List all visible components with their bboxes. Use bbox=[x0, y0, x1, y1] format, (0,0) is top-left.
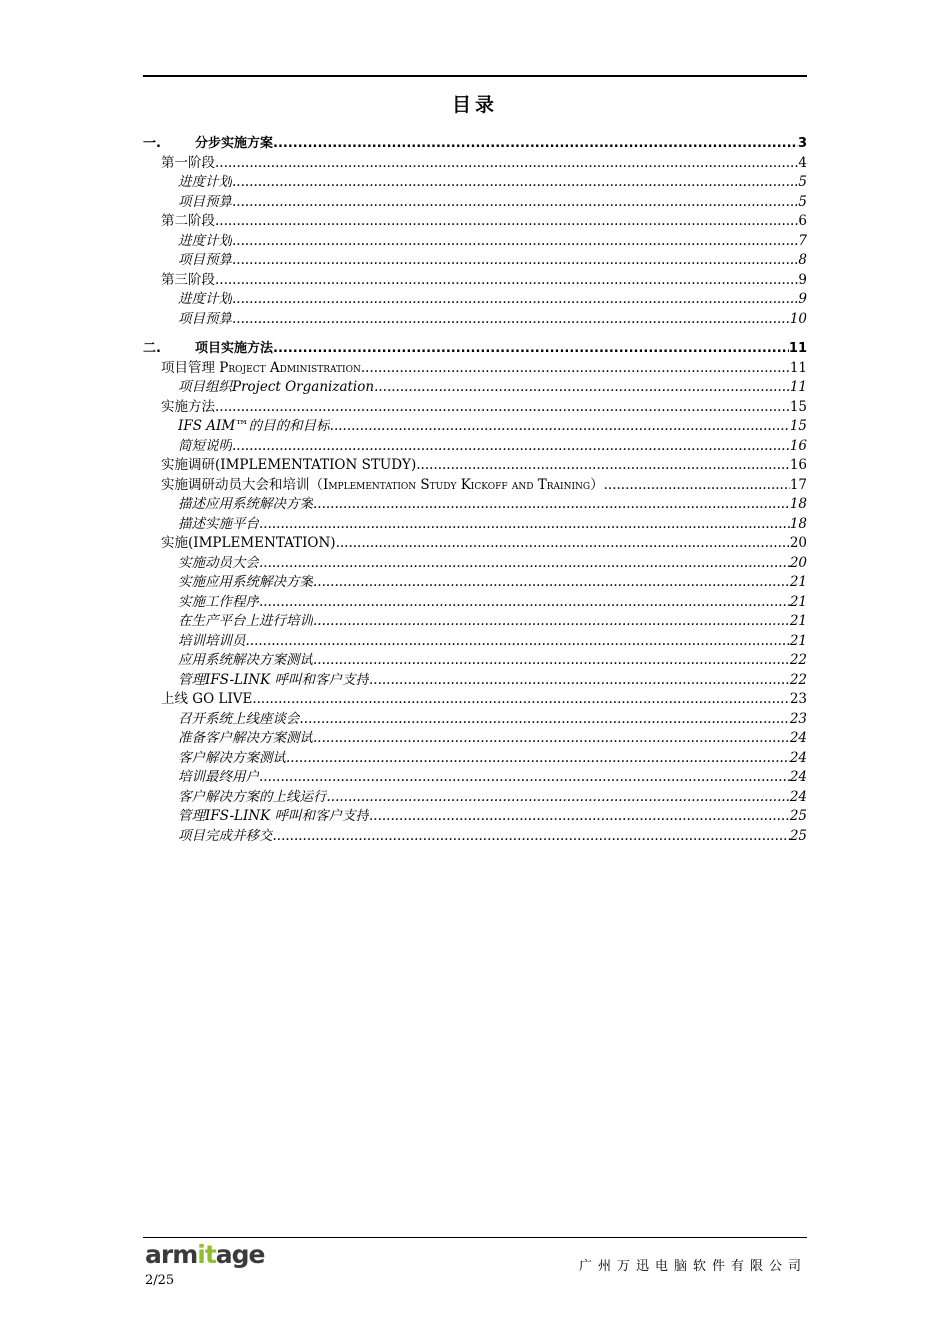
table-of-contents bbox=[143, 134, 807, 846]
toc-entry-label-group bbox=[178, 671, 369, 691]
toc-page-number: 25 bbox=[789, 827, 807, 844]
toc-leader-dots bbox=[215, 398, 790, 418]
toc-leader-dots bbox=[313, 651, 790, 671]
toc-subsection-entry[interactable] bbox=[143, 729, 807, 749]
toc-chapter-entry[interactable] bbox=[143, 339, 807, 359]
toc-chapter-number: 二. bbox=[143, 341, 161, 356]
toc-entry-label-group bbox=[178, 310, 232, 330]
toc-section-entry[interactable] bbox=[143, 271, 807, 291]
toc-page-number: 16 bbox=[789, 437, 807, 454]
toc-subsection-entry[interactable] bbox=[143, 632, 807, 652]
toc-entry-label: 第一阶段 bbox=[161, 154, 215, 171]
footer-rule bbox=[143, 1237, 807, 1238]
toc-leader-dots bbox=[252, 690, 789, 710]
toc-entry-label-group bbox=[178, 515, 259, 535]
toc-section-entry[interactable] bbox=[143, 534, 807, 554]
toc-leader-dots bbox=[232, 437, 790, 457]
toc-entry-label-group bbox=[143, 134, 273, 154]
toc-entry-label-group bbox=[178, 612, 313, 632]
toc-leader-dots bbox=[232, 310, 790, 330]
toc-entry-label-group bbox=[161, 359, 361, 379]
toc-entry-label: 项目完成并移交 bbox=[178, 827, 273, 844]
armitage-logo: armitage bbox=[145, 1240, 265, 1269]
page-number: 2/25 bbox=[145, 1273, 175, 1288]
toc-entry-label-group bbox=[161, 534, 336, 554]
toc-page-number: 11 bbox=[789, 359, 807, 376]
toc-page-number: 8 bbox=[798, 252, 807, 268]
toc-leader-dots bbox=[232, 173, 798, 193]
toc-entry-label: 项目预算 bbox=[178, 193, 232, 210]
toc-subsection-entry[interactable] bbox=[143, 593, 807, 613]
toc-page-number: 16 bbox=[789, 457, 807, 473]
toc-entry-label: 管理IFS-LINK 呼叫和客户支持 bbox=[178, 808, 369, 824]
toc-entry-label: 实施调研动员大会和培训（Implementation Study Kickoff and Training） bbox=[161, 476, 604, 493]
toc-leader-dots bbox=[259, 554, 790, 574]
toc-entry-label-group bbox=[178, 827, 273, 847]
toc-entry-label: 分步实施方案 bbox=[195, 136, 274, 151]
toc-page-number: 15 bbox=[789, 418, 807, 434]
toc-section-entry[interactable] bbox=[143, 476, 807, 496]
toc-subsection-entry[interactable] bbox=[143, 193, 807, 213]
toc-entry-label-group bbox=[178, 632, 246, 652]
toc-page-number: 5 bbox=[798, 193, 807, 210]
toc-entry-label: 实施调研(IMPLEMENTATION STUDY) bbox=[161, 457, 417, 473]
toc-entry-label-group bbox=[178, 573, 313, 593]
toc-subsection-entry[interactable] bbox=[143, 232, 807, 252]
toc-subsection-entry[interactable] bbox=[143, 807, 807, 827]
toc-leader-dots bbox=[259, 768, 790, 788]
toc-subsection-entry[interactable] bbox=[143, 251, 807, 271]
toc-leader-dots bbox=[215, 271, 798, 291]
toc-subsection-entry[interactable] bbox=[143, 768, 807, 788]
toc-subsection-entry[interactable] bbox=[143, 515, 807, 535]
company-name: 广州万迅电脑软件有限公司 bbox=[578, 1259, 807, 1274]
toc-leader-dots bbox=[273, 339, 789, 359]
toc-leader-dots bbox=[259, 515, 790, 535]
toc-entry-label: 进度计划 bbox=[178, 232, 232, 249]
toc-page-number: 24 bbox=[789, 749, 807, 766]
toc-entry-label: 实施应用系统解决方案 bbox=[178, 574, 313, 590]
toc-leader-dots bbox=[313, 495, 790, 515]
toc-entry-label-group bbox=[178, 788, 327, 808]
toc-section-entry[interactable] bbox=[143, 398, 807, 418]
toc-section-entry[interactable] bbox=[143, 154, 807, 174]
toc-entry-label: 实施方法 bbox=[161, 398, 215, 415]
toc-page-number: 15 bbox=[789, 398, 807, 415]
toc-entry-label: 客户解决方案的上线运行 bbox=[178, 788, 327, 805]
toc-leader-dots bbox=[313, 573, 790, 593]
toc-leader-dots bbox=[369, 671, 790, 691]
toc-leader-dots bbox=[232, 232, 798, 252]
toc-subsection-entry[interactable] bbox=[143, 788, 807, 808]
toc-entry-label: 第二阶段 bbox=[161, 213, 215, 229]
toc-entry-label: 管理IFS-LINK 呼叫和客户支持 bbox=[178, 671, 369, 688]
toc-entry-label-group bbox=[178, 807, 369, 827]
toc-entry-label-group bbox=[178, 290, 232, 310]
toc-page-number: 3 bbox=[797, 136, 807, 151]
toc-entry-label: 实施工作程序 bbox=[178, 593, 259, 610]
toc-leader-dots bbox=[300, 710, 790, 730]
toc-subsection-entry[interactable] bbox=[143, 554, 807, 574]
toc-subsection-entry[interactable] bbox=[143, 290, 807, 310]
toc-entry-label: 项目实施方法 bbox=[195, 341, 274, 356]
toc-entry-label-group bbox=[178, 710, 300, 730]
toc-entry-label: 项目组织Project Organization bbox=[178, 379, 375, 395]
toc-section-entry[interactable] bbox=[143, 690, 807, 710]
toc-subsection-entry[interactable] bbox=[143, 749, 807, 769]
toc-leader-dots bbox=[369, 807, 790, 827]
toc-entry-label-group bbox=[178, 173, 232, 193]
toc-entry-label-group bbox=[161, 271, 215, 291]
toc-entry-label: 上线 GO LIVE bbox=[161, 691, 253, 707]
toc-page-number: 24 bbox=[789, 730, 807, 746]
toc-page-number: 9 bbox=[798, 291, 807, 307]
toc-page-number: 23 bbox=[789, 710, 807, 727]
toc-title: 目录 bbox=[451, 94, 498, 116]
toc-entry-label-group bbox=[178, 437, 232, 457]
toc-entry-label: 描述应用系统解决方案 bbox=[178, 496, 313, 512]
toc-page-number: 7 bbox=[798, 232, 807, 249]
toc-subsection-entry[interactable] bbox=[143, 827, 807, 847]
toc-page-number: 22 bbox=[789, 671, 807, 688]
toc-entry-label-group bbox=[178, 651, 313, 671]
toc-section-gap bbox=[143, 329, 807, 339]
toc-page-number: 25 bbox=[789, 808, 807, 824]
toc-section-entry[interactable] bbox=[143, 359, 807, 379]
toc-entry-label: 描述实施平台 bbox=[178, 515, 259, 532]
toc-page-number: 21 bbox=[789, 613, 807, 629]
toc-leader-dots bbox=[259, 593, 790, 613]
toc-entry-label-group bbox=[178, 729, 313, 749]
toc-page-number: 10 bbox=[789, 310, 807, 327]
toc-entry-label-group bbox=[178, 768, 259, 788]
toc-entry-label: 项目预算 bbox=[178, 310, 232, 327]
toc-entry-label: 培训培训员 bbox=[178, 632, 246, 649]
toc-entry-label: 项目管理 Project Administration bbox=[161, 359, 361, 376]
toc-leader-dots bbox=[313, 729, 790, 749]
toc-entry-label: 进度计划 bbox=[178, 174, 232, 190]
toc-page-number: 24 bbox=[789, 788, 807, 805]
toc-entry-label: 召开系统上线座谈会 bbox=[178, 710, 300, 727]
toc-page-number: 20 bbox=[789, 535, 807, 551]
toc-leader-dots bbox=[416, 456, 790, 476]
toc-page-number: 20 bbox=[789, 554, 807, 571]
toc-page-number: 21 bbox=[789, 593, 807, 610]
toc-entry-label-group bbox=[161, 456, 416, 476]
toc-page-number: 6 bbox=[798, 213, 807, 229]
toc-subsection-entry[interactable] bbox=[143, 671, 807, 691]
toc-entry-label: 进度计划 bbox=[178, 291, 232, 307]
toc-page-number: 24 bbox=[789, 769, 807, 785]
toc-entry-label: IFS AIM™的目的和目标 bbox=[178, 418, 330, 434]
toc-subsection-entry[interactable] bbox=[143, 573, 807, 593]
toc-subsection-entry[interactable] bbox=[143, 495, 807, 515]
toc-leader-dots bbox=[374, 378, 790, 398]
toc-page-number: 17 bbox=[789, 476, 807, 493]
toc-page-number: 18 bbox=[789, 515, 807, 532]
header-rule bbox=[143, 75, 807, 77]
toc-entry-label-group bbox=[178, 251, 232, 271]
toc-subsection-entry[interactable] bbox=[143, 612, 807, 632]
toc-entry-label-group bbox=[161, 476, 604, 496]
toc-page-number: 22 bbox=[789, 652, 807, 668]
toc-page-number: 11 bbox=[788, 341, 807, 356]
toc-entry-label: 准备客户解决方案测试 bbox=[178, 730, 313, 746]
toc-entry-label: 第三阶段 bbox=[161, 271, 215, 288]
toc-entry-label-group bbox=[178, 232, 232, 252]
toc-subsection-entry[interactable] bbox=[143, 651, 807, 671]
toc-entry-label-group bbox=[161, 690, 252, 710]
toc-entry-label-group bbox=[161, 212, 215, 232]
toc-entry-label-group bbox=[178, 495, 313, 515]
toc-entry-label: 实施(IMPLEMENTATION) bbox=[161, 535, 336, 551]
toc-section-entry[interactable] bbox=[143, 456, 807, 476]
toc-page-number: 5 bbox=[798, 174, 807, 190]
toc-leader-dots bbox=[232, 251, 798, 271]
toc-section-entry[interactable] bbox=[143, 212, 807, 232]
toc-entry-label: 实施动员大会 bbox=[178, 554, 259, 571]
toc-subsection-entry[interactable] bbox=[143, 173, 807, 193]
toc-leader-dots bbox=[215, 154, 798, 174]
toc-subsection-entry[interactable] bbox=[143, 437, 807, 457]
toc-page-number: 23 bbox=[789, 691, 807, 707]
toc-leader-dots bbox=[273, 134, 798, 154]
toc-entry-label-group bbox=[178, 554, 259, 574]
toc-entry-label: 培训最终用户 bbox=[178, 769, 259, 785]
toc-page-number: 18 bbox=[789, 496, 807, 512]
toc-page-number: 21 bbox=[789, 632, 807, 649]
toc-leader-dots bbox=[361, 359, 790, 379]
toc-leader-dots bbox=[273, 827, 790, 847]
toc-leader-dots bbox=[232, 290, 798, 310]
toc-leader-dots bbox=[330, 417, 790, 437]
toc-entry-label: 项目预算 bbox=[178, 252, 232, 268]
toc-entry-label-group bbox=[178, 593, 259, 613]
toc-leader-dots bbox=[604, 476, 790, 496]
toc-chapter-entry[interactable] bbox=[143, 134, 807, 154]
toc-entry-label-group bbox=[178, 193, 232, 213]
toc-entry-label-group bbox=[161, 154, 215, 174]
toc-subsection-entry[interactable] bbox=[143, 378, 807, 398]
toc-leader-dots bbox=[286, 749, 790, 769]
toc-entry-label: 在生产平台上进行培训 bbox=[178, 613, 313, 629]
toc-entry-label-group bbox=[178, 378, 374, 398]
toc-chapter-number: 一. bbox=[143, 136, 161, 151]
toc-leader-dots bbox=[313, 612, 790, 632]
toc-page-number: 9 bbox=[798, 271, 807, 288]
toc-entry-label: 应用系统解决方案测试 bbox=[178, 652, 313, 668]
toc-leader-dots bbox=[336, 534, 790, 554]
toc-entry-label-group bbox=[143, 339, 273, 359]
toc-leader-dots bbox=[215, 212, 798, 232]
toc-page-number: 4 bbox=[798, 154, 807, 171]
toc-page-number: 21 bbox=[789, 574, 807, 590]
toc-entry-label: 客户解决方案测试 bbox=[178, 749, 286, 766]
toc-leader-dots bbox=[246, 632, 790, 652]
toc-leader-dots bbox=[232, 193, 798, 213]
toc-entry-label-group bbox=[161, 398, 215, 418]
toc-entry-label-group bbox=[178, 749, 286, 769]
toc-subsection-entry[interactable] bbox=[143, 417, 807, 437]
toc-leader-dots bbox=[327, 788, 790, 808]
toc-subsection-entry[interactable] bbox=[143, 710, 807, 730]
toc-page-number: 11 bbox=[789, 379, 807, 395]
toc-subsection-entry[interactable] bbox=[143, 310, 807, 330]
toc-entry-label: 简短说明 bbox=[178, 437, 232, 454]
toc-entry-label-group bbox=[178, 417, 330, 437]
